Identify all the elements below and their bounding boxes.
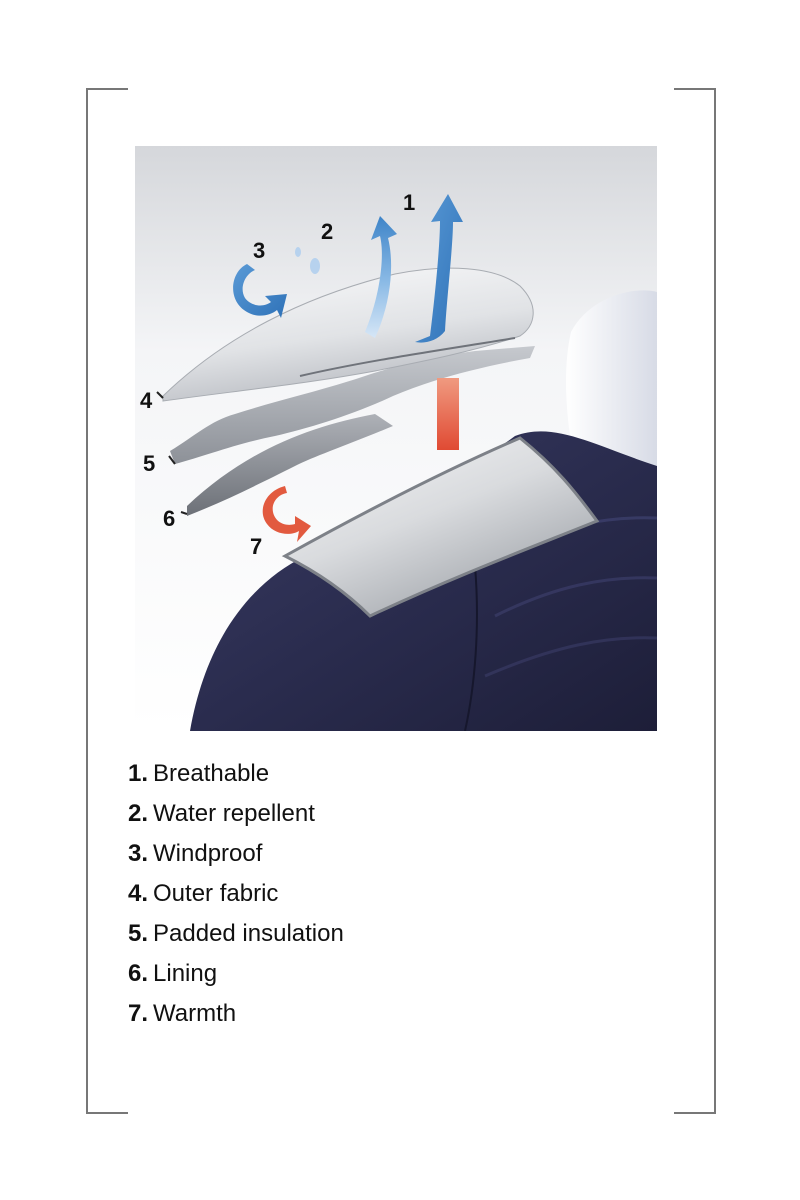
legend-item-breathable [128,758,344,798]
legend-number: 6. [128,960,149,987]
legend-number: 1. [128,760,149,787]
frame-bracket-right [674,88,716,1114]
water-drop-icon [295,247,301,257]
legend-number: 2. [128,800,149,827]
callout-7: 7 [250,534,263,559]
callout-1: 1 [403,190,416,215]
legend-label: Padded insulation [153,920,344,947]
jacket-layers-illustration [135,146,657,731]
legend-number: 7. [128,1000,149,1027]
features-legend [128,758,344,1038]
legend-label: Lining [153,960,218,987]
callout-4: 4 [140,388,153,413]
callout-6: 6 [163,506,176,531]
callout-2: 2 [321,219,334,244]
legend-number: 5. [128,920,149,947]
callout-5: 5 [143,451,156,476]
frame-bracket-left [86,88,128,1114]
layers-diagram-svg [135,146,657,731]
legend-item-warmth [128,998,344,1038]
arrow-warmth-icon [437,378,459,450]
legend-number: 3. [128,840,149,867]
legend-item-lining [128,958,344,998]
legend-label: Windproof [153,840,263,867]
water-drop-icon [310,258,320,274]
legend-item-water-repellent [128,798,344,838]
legend-label: Warmth [153,1000,237,1027]
legend-label: Breathable [153,760,270,787]
legend-item-padded-insulation [128,918,344,958]
legend-item-outer-fabric [128,878,344,918]
legend-label: Outer fabric [153,880,279,907]
legend-item-windproof [128,838,344,878]
legend-label: Water repellent [153,800,315,827]
callout-3: 3 [253,238,266,263]
legend-number: 4. [128,880,149,907]
